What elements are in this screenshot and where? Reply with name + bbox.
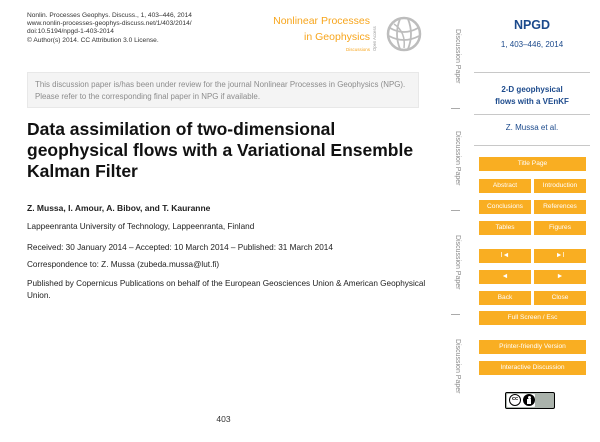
journal-abbreviation: NPGD [513,18,551,32]
figures-button[interactable]: Figures [534,221,586,235]
short-authors: Z. Mussa et al. [505,123,559,132]
author-list: Z. Mussa, I. Amour, A. Bibov, and T. Kauranne [27,203,211,213]
page-number: 403 [216,414,231,424]
journal-logo [273,13,442,59]
globe-icon [384,14,424,54]
review-notice-text: This discussion paper is/has been under review for the journal Nonlinear Processes in Geophysics (NPG). Please refer to the corresponding final paper in NPG if available. [35,80,406,101]
paper-title: Data assimilation of two-dimensional geophysical flows with a Variational Ensemble Kalman Filter [27,119,414,181]
strip-label: Discussion Paper [454,234,461,290]
fullscreen-button[interactable]: Full Screen / Esc [479,311,586,325]
review-notice [27,72,419,108]
strip-separator [451,210,460,211]
introduction-button[interactable]: Introduction [534,179,586,193]
by-person-icon [523,394,535,406]
cc-by-icon[interactable] [505,392,555,409]
navigation-sidebar [464,0,600,442]
last-page-icon: ►I [555,252,565,259]
divider [474,145,590,146]
close-button[interactable]: Close [534,291,586,305]
strip-label: Discussion Paper [454,130,461,186]
divider [474,72,590,73]
strip-separator [451,108,460,109]
previous-icon: ◄ [501,273,509,280]
first-page-button[interactable] [479,249,531,263]
strip-label: Discussion Paper [454,28,461,84]
journal-url[interactable]: www.nonlin-processes-geophys-discuss.net/1/403/2014/ [27,20,192,28]
title-page-button[interactable]: Title Page [479,157,586,171]
logo-line2: in Geophysics [304,31,370,43]
strip-label: Discussion Paper [454,338,461,394]
header-metadata [27,12,192,45]
correspondence: Correspondence to: Z. Mussa (zubeda.mussa@lut.fi) [27,260,220,269]
last-page-button[interactable] [534,249,586,263]
logo-line1: Nonlinear Processes [273,15,370,27]
published-by: Published by Copernicus Publications on behalf of the European Geosciences Union & American Geophysical Union. [27,279,426,300]
license-line: © Author(s) 2014. CC Attribution 3.0 License. [27,36,159,44]
back-button[interactable]: Back [479,291,531,305]
short-title-line2: flows with a VEnKF [495,96,569,106]
doi: doi:10.5194/npgd-1-403-2014 [27,28,114,36]
first-page-icon: I◄ [500,252,510,259]
affiliation: Lappeenranta University of Technology, Lappeenranta, Finland [27,222,255,231]
submission-dates: Received: 30 January 2014 – Accepted: 10 March 2014 – Published: 31 March 2014 [27,243,333,252]
open-access-label: Open Access [372,26,377,51]
next-page-button[interactable] [534,270,586,284]
printer-friendly-button[interactable]: Printer-friendly Version [479,340,586,354]
interactive-discussion-button[interactable]: Interactive Discussion [479,361,586,375]
journal-citation: Nonlin. Processes Geophys. Discuss., 1, 403–446, 2014 [27,12,192,19]
logo-sub: Discussions [345,47,370,52]
discussion-paper-strip [447,0,464,442]
strip-separator [451,314,460,315]
abstract-button[interactable]: Abstract [479,179,531,193]
previous-page-button[interactable] [479,270,531,284]
conclusions-button[interactable]: Conclusions [479,200,531,214]
volume-info: 1, 403–446, 2014 [500,40,564,49]
short-title-line1: 2-D geophysical [501,85,563,94]
short-title [464,84,600,107]
next-icon: ► [556,273,564,280]
cc-icon: cc [509,394,521,406]
divider [474,114,590,115]
references-button[interactable]: References [534,200,586,214]
tables-button[interactable]: Tables [479,221,531,235]
